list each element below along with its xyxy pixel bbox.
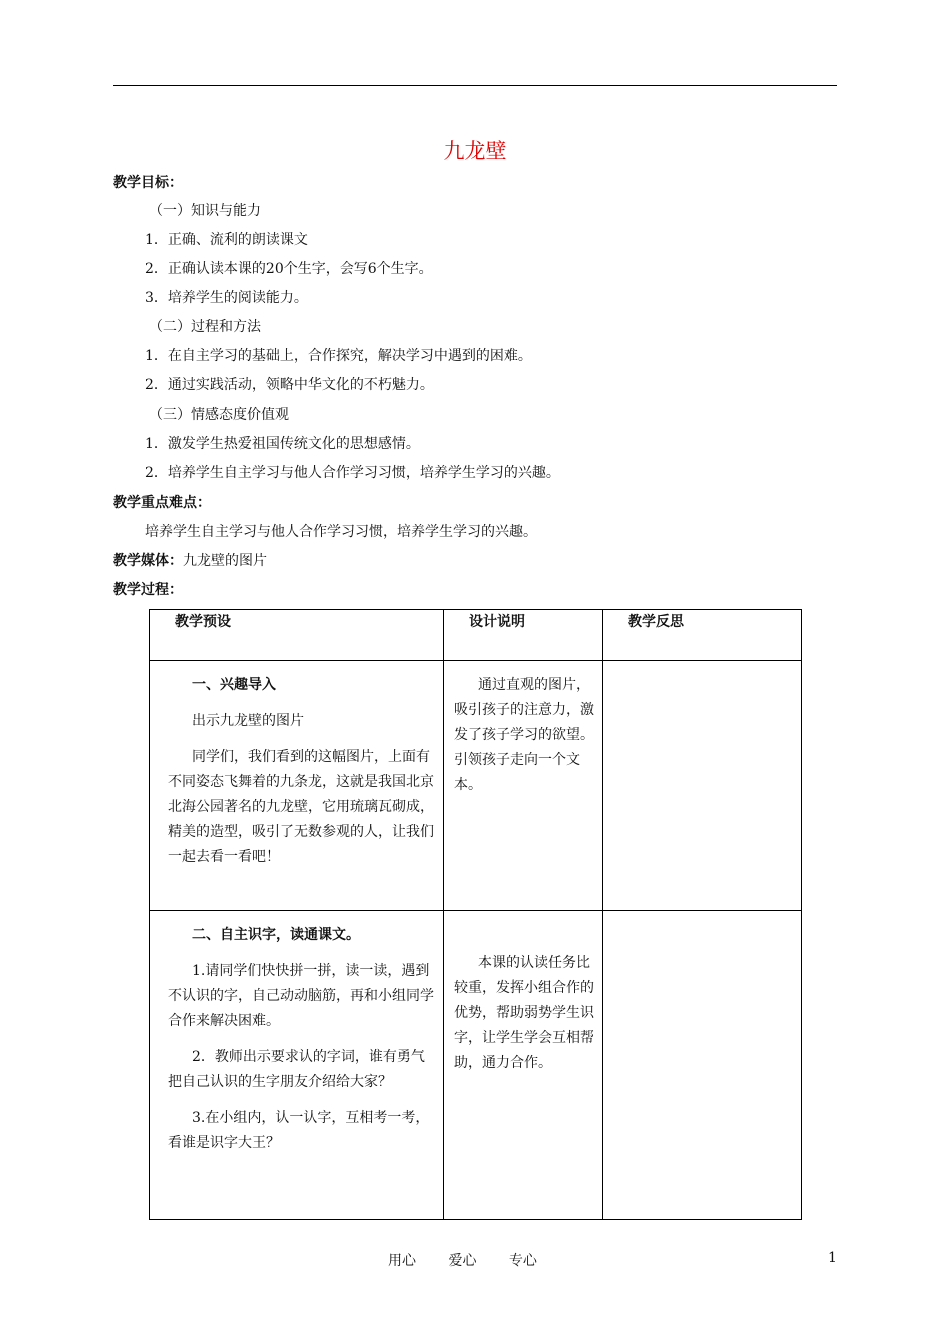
- footer-item: 用心: [388, 1253, 416, 1269]
- knowledge-heading: （一）知识与能力: [149, 203, 261, 219]
- footer-item: 爱心: [448, 1253, 477, 1269]
- header-cell: 教学反思: [603, 610, 802, 661]
- header-cell: 设计说明: [444, 610, 603, 661]
- emotion-item: 1．激发学生热爱祖国传统文化的思想感情。: [145, 436, 420, 452]
- design-note: 本课的认读任务比较重，发挥小组合作的优势，帮助弱势学生识字，让学生学会互相帮助，通力合作。: [454, 955, 594, 1071]
- step-heading: 一、兴趣导入: [192, 677, 276, 693]
- knowledge-item: 2．正确认读本课的20个生字，会写6个生字。: [145, 261, 433, 277]
- process-heading: 教学过程：: [113, 582, 183, 598]
- lesson-table: [149, 609, 802, 1220]
- key-points-heading: 教学重点难点：: [113, 495, 211, 511]
- emotion-item: 2．培养学生自主学习与他人合作学习习惯，培养学生学习的兴趣。: [145, 465, 560, 481]
- step-paragraph: 2．教师出示要求认的字词，谁有勇气把自己认识的生字朋友介绍给大家？: [168, 1049, 425, 1090]
- media-label: 教学媒体：: [113, 553, 183, 569]
- footer-motto: [388, 1250, 565, 1270]
- step-paragraph: 同学们，我们看到的这幅图片，上面有不同姿态飞舞着的九条龙，这就是我国北京北海公园著名的九龙壁，它用琉璃瓦砌成，精美的造型，吸引了无数参观的人，让我们一起去看一看吧！: [168, 749, 434, 865]
- footer-item: 专心: [508, 1253, 537, 1269]
- table-row: [150, 661, 802, 911]
- table-header-row: [150, 610, 802, 661]
- design-note: 通过直观的图片，吸引孩子的注意力，激发了孩子学习的欲望。引领孩子走向一个文本。: [454, 677, 594, 793]
- document-title: 九龙壁: [443, 139, 507, 163]
- media-line: [113, 550, 267, 570]
- step-paragraph: 1.请同学们快快拼一拼，读一读，遇到不认识的字，自己动动脑筋，再和小组同学合作来解决困难。: [168, 963, 434, 1029]
- step-line: 出示九龙壁的图片: [192, 713, 304, 729]
- step-paragraph: 3.在小组内，认一认字，互相考一考，看谁是识字大王？: [168, 1110, 430, 1151]
- media-value: 九龙壁的图片: [183, 553, 267, 569]
- key-points-text: 培养学生自主学习与他人合作学习习惯，培养学生学习的兴趣。: [145, 524, 537, 540]
- table-row: [150, 911, 802, 1220]
- knowledge-item: 1．正确、流利的朗读课文: [145, 232, 308, 248]
- design-note-cell: [444, 661, 603, 911]
- header-rule: [113, 85, 837, 86]
- reflection-cell: [603, 661, 802, 911]
- objectives-heading: 教学目标：: [113, 175, 183, 191]
- design-note-cell: [444, 911, 603, 1220]
- process-item: 2．通过实践活动，领略中华文化的不朽魅力。: [145, 377, 434, 393]
- emotion-heading: （三）情感态度价值观: [149, 407, 289, 423]
- page-number: 1: [828, 1250, 837, 1266]
- lesson-plan-cell: [150, 911, 444, 1220]
- process-methods-heading: （二）过程和方法: [149, 319, 261, 335]
- header-cell: 教学预设: [150, 610, 444, 661]
- reflection-cell: [603, 911, 802, 1220]
- step-heading: 二、自主识字，读通课文。: [192, 927, 360, 943]
- lesson-plan-cell: [150, 661, 444, 911]
- process-item: 1．在自主学习的基础上，合作探究，解决学习中遇到的困难。: [145, 348, 532, 364]
- knowledge-item: 3．培养学生的阅读能力。: [145, 290, 308, 306]
